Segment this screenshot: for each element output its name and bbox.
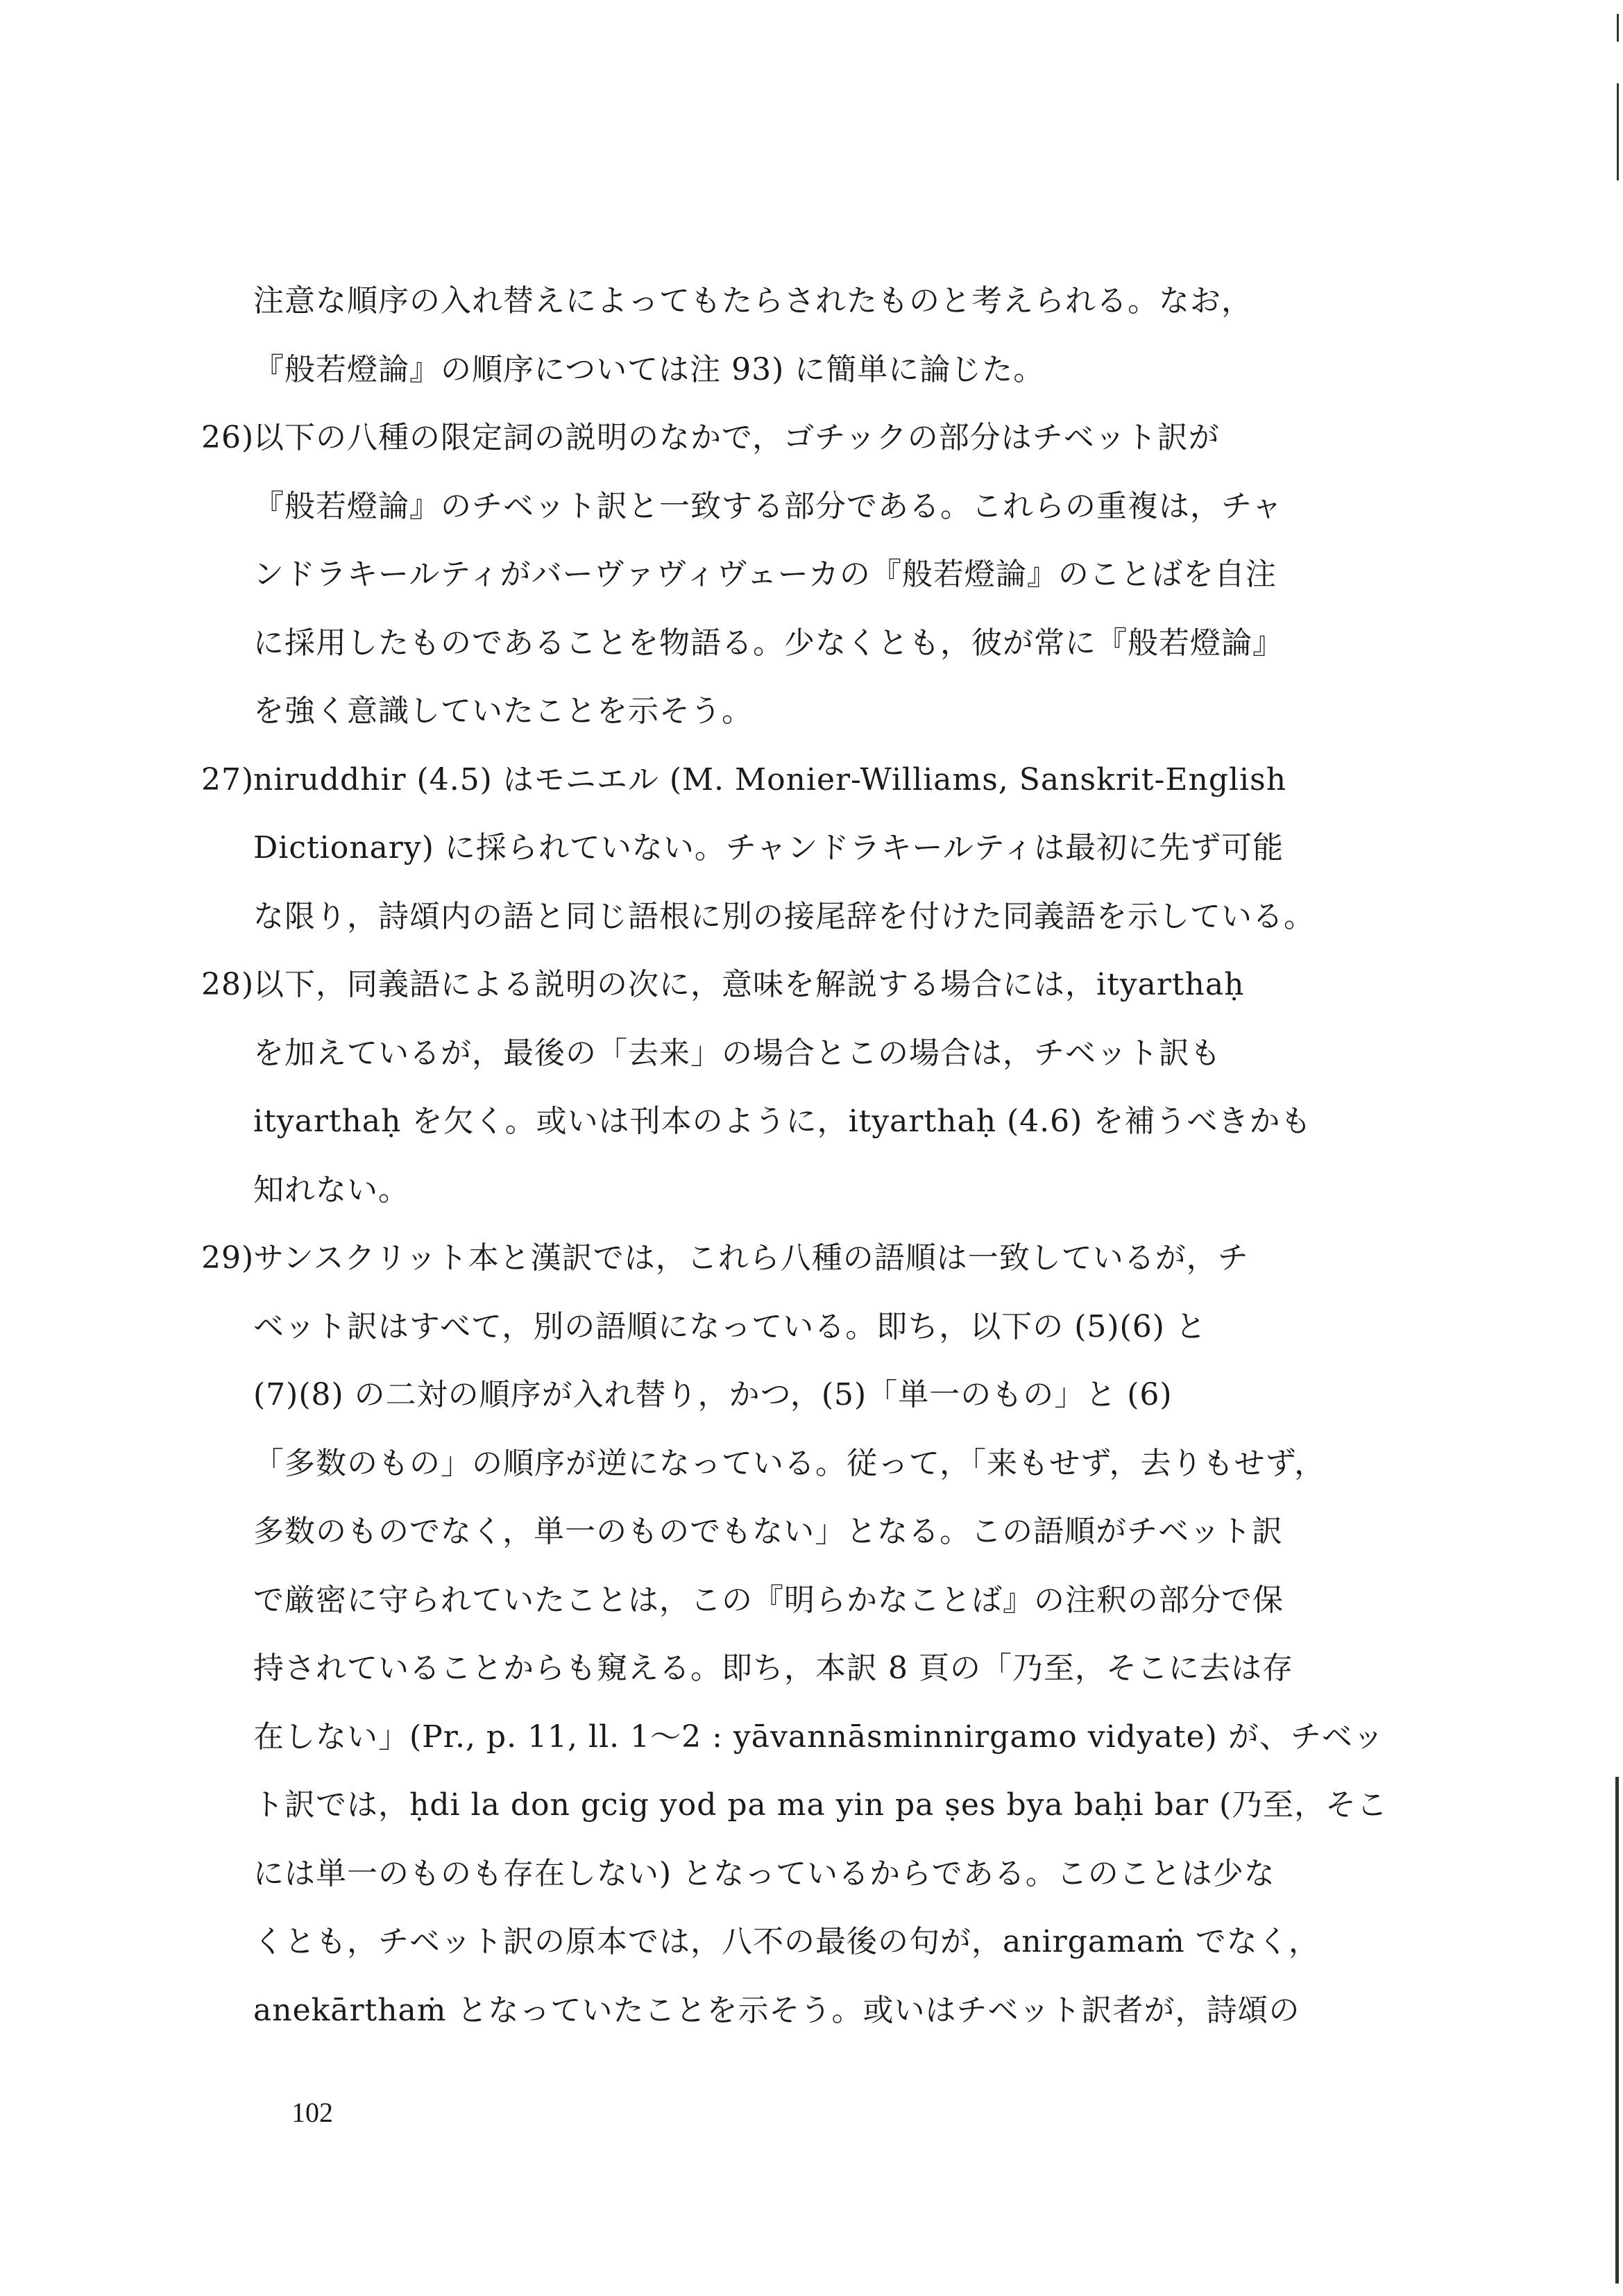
text-line: を加えているが，最後の「去来」の場合とこの場合は，チベット訳も: [253, 1035, 1221, 1071]
text-line: 在しない」(Pr., p. 11, ll. 1〜2 : yāvannāsminnirgamo vidyate) が、チベッ: [253, 1719, 1384, 1755]
text-line: くとも，チベット訳の原本では，八不の最後の句が，anirgamaṁ でなく，: [253, 1924, 1320, 1959]
text-line: には単一のものも存在しない) となっているからである。このことは少な: [253, 1855, 1275, 1891]
text-line: 持されていることからも窺える。即ち，本訳 8 頁の「乃至，そこに去は存: [253, 1651, 1293, 1686]
text-line: 『般若燈論』のチベット訳と一致する部分である。これらの重複は，チャ: [253, 488, 1283, 524]
text-line: 知れない。: [253, 1172, 409, 1208]
scan-mark: [1615, 1777, 1619, 2284]
text-line: Dictionary) に採られていない。チャンドラキールティは最初に先ず可能: [253, 830, 1284, 866]
note-number: 27): [201, 761, 255, 797]
footnote-26: 26)以下の八種の限定詞の説明のなかで，ゴチックの部分はチベット訳が: [201, 404, 1409, 473]
text-line: (7)(8) の二対の順序が入れ替り，かつ，(5)「単一のもの」と (6): [253, 1377, 1173, 1412]
note-number: 26): [201, 420, 255, 455]
text-line: ンドラキールティがバーヴァヴィヴェーカの『般若燈論』のことばを自注: [253, 557, 1277, 592]
text-line: な限り，詩頌内の語と同じ語根に別の接尾辞を付けた同義語を示している。: [253, 898, 1315, 934]
text-line: ベット訳はすべて，別の語順になっている。即ち，以下の (5)(6) と: [253, 1308, 1207, 1344]
text-line: に採用したものであることを物語る。少なくとも，彼が常に『般若燈論』: [253, 625, 1284, 661]
scan-mark: [1617, 83, 1619, 180]
text-line: で厳密に守られていたことは，この『明らかなことば』の注釈の部分で保: [253, 1582, 1284, 1618]
note-number: 29): [201, 1240, 255, 1276]
text-line: 『般若燈論』の順序については注 93) に簡単に論じた。: [253, 351, 1045, 387]
footnote-27: 27)niruddhir (4.5) はモニエル (M. Monier-Williams, Sanskrit-English: [201, 746, 1409, 815]
footnote-28: 28)以下，同義語による説明の次に，意味を解説する場合には，ityarthaḥ: [201, 951, 1409, 1020]
scan-mark: [1617, 14, 1619, 42]
page-number: 102: [291, 2097, 333, 2128]
text-line: 多数のものでなく，単一のものでもない」となる。この語順がチベット訳: [253, 1514, 1284, 1549]
text-line: 注意な順序の入れ替えによってもたらされたものと考えられる。なお，: [253, 283, 1252, 319]
text-line: anekārthaṁ となっていたことを示そう。或いはチベット訳者が，詩頌の: [253, 1992, 1300, 2028]
footnotes-body: [201, 267, 1409, 2045]
scan-edge-shadow: [1612, 0, 1623, 2296]
text-line: を強く意識していたことを示そう。: [253, 693, 753, 729]
note-number: 28): [201, 967, 255, 1002]
text-line: 「多数のもの」の順序が逆になっている。従って，「来もせず，去りもせず，: [253, 1445, 1326, 1481]
text-line: ityarthaḥ を欠く。或いは刊本のように，ityarthaḥ (4.6) を補うべきかも: [253, 1104, 1312, 1139]
footnote-29: 29)サンスクリット本と漢訳では，これら八種の語順は一致しているが，チ: [201, 1224, 1409, 1293]
text-line: ト訳では，ḥdi la don gcig yod pa ma yin pa ṣes bya baḥi bar (乃至，そこ: [253, 1787, 1388, 1823]
